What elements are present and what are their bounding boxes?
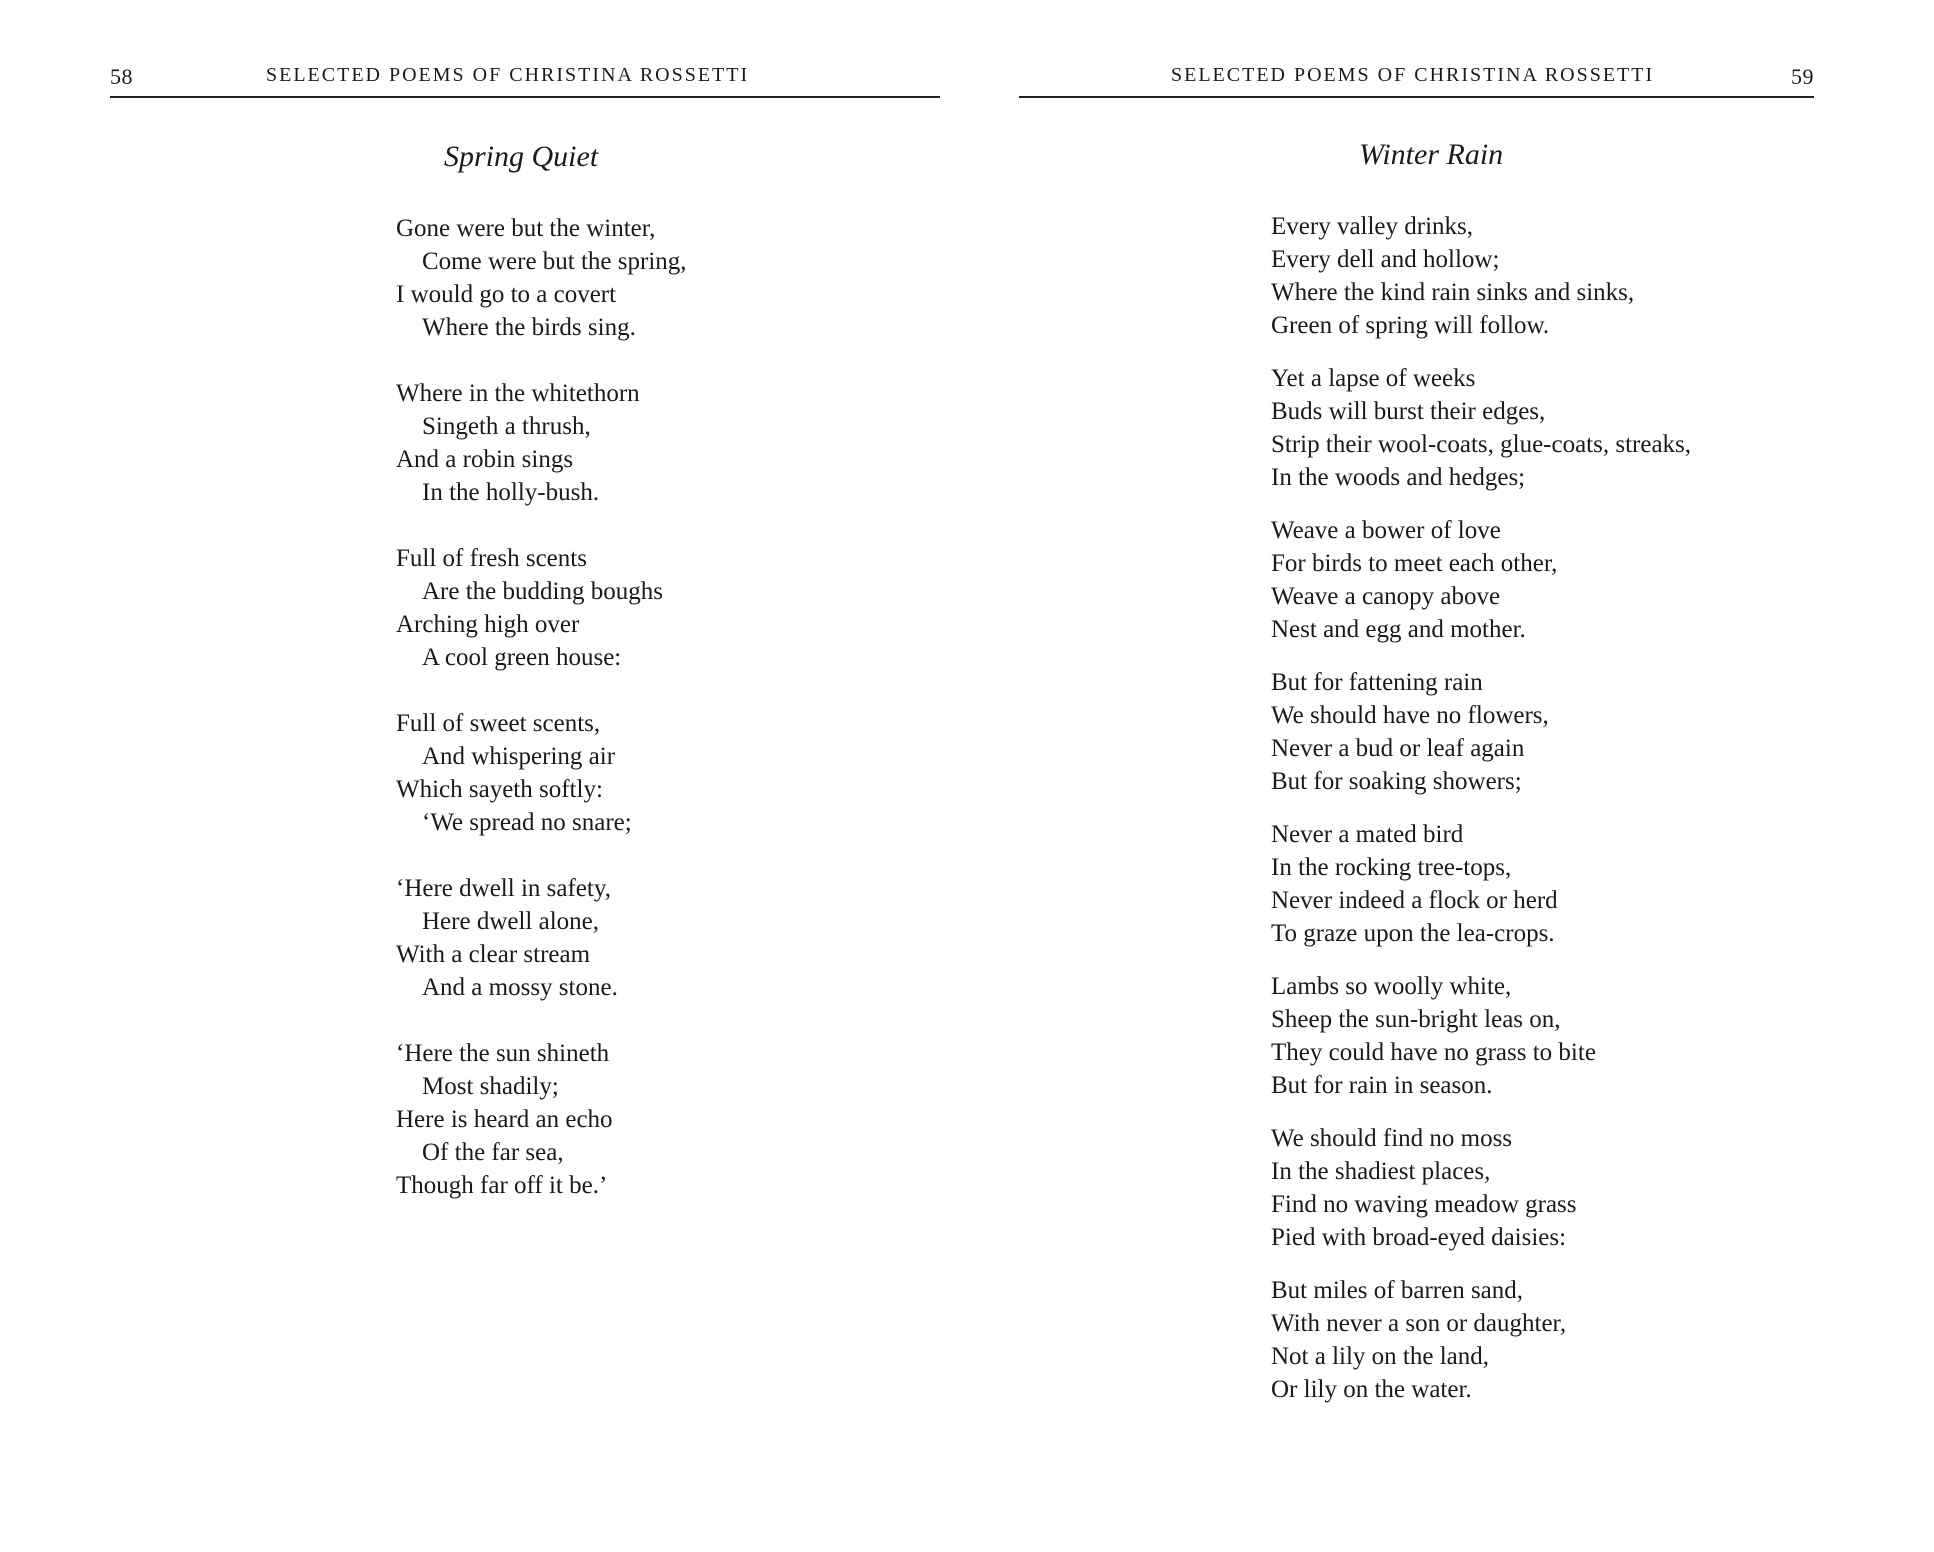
poem-line: With never a son or daughter, [1271, 1310, 1567, 1337]
poem-line: Buds will burst their edges, [1271, 398, 1546, 425]
poem-line: And a robin sings [396, 446, 574, 473]
poem-line: But miles of barren sand, [1271, 1277, 1524, 1304]
stanza [1271, 1122, 1691, 1254]
poem-line: We should have no flowers, [1271, 702, 1549, 729]
poem-line: Never a mated bird [1271, 821, 1464, 848]
poem-line: Which sayeth softly: [396, 776, 603, 803]
poem-line: With a clear stream [396, 941, 591, 968]
stanza [396, 1037, 687, 1202]
poem-line: Gone were but the winter, [396, 215, 656, 242]
poem-line: They could have no grass to bite [1271, 1039, 1596, 1066]
stanza [1271, 514, 1691, 646]
poem-line: Where the kind rain sinks and sinks, [1271, 279, 1635, 306]
poem-line: Full of sweet scents, [396, 710, 601, 737]
poem-line: Here is heard an echo [396, 1106, 613, 1133]
poem-line: ‘Here dwell in safety, [396, 875, 611, 902]
stanza [396, 872, 687, 1004]
poem-line: Never indeed a flock or herd [1271, 887, 1558, 914]
poem-line: Nest and egg and mother. [1271, 616, 1526, 643]
poem-line: But for soaking showers; [1271, 768, 1522, 795]
poem-line: Every dell and hollow; [1271, 246, 1500, 273]
poem-line: Weave a canopy above [1271, 583, 1501, 610]
poem-line: Most shadily; [422, 1073, 559, 1100]
poem-winter-rain [1271, 210, 1691, 1426]
poem-line: In the shadiest places, [1271, 1158, 1491, 1185]
stanza [1271, 362, 1691, 494]
poem-line: Singeth a thrush, [422, 413, 591, 440]
stanza [1271, 210, 1691, 342]
poem-line: Where in the whitethorn [396, 380, 640, 407]
poem-line: We should find no moss [1271, 1125, 1513, 1152]
poem-title-spring-quiet: Spring Quiet [444, 140, 599, 173]
poem-line: ‘We spread no snare; [422, 809, 632, 836]
poem-line: But for fattening rain [1271, 669, 1483, 696]
running-head-title-right: SELECTED POEMS OF CHRISTINA ROSSETTI [1171, 64, 1655, 86]
poem-line: Come were but the spring, [422, 248, 687, 275]
poem-title-winter-rain: Winter Rain [1359, 138, 1504, 171]
page-number-left: 58 [110, 64, 133, 89]
stanza [1271, 666, 1691, 798]
poem-line: Though far off it be.’ [396, 1172, 608, 1199]
poem-line: Yet a lapse of weeks [1271, 365, 1476, 392]
poem-line: Pied with broad-eyed daisies: [1271, 1224, 1567, 1251]
poem-line: Green of spring will follow. [1271, 312, 1550, 339]
poem-line: But for rain in season. [1271, 1072, 1493, 1099]
poem-line: In the rocking tree-tops, [1271, 854, 1512, 881]
poem-line: Are the budding boughs [422, 578, 663, 605]
poem-line: I would go to a covert [396, 281, 617, 308]
poem-line: ‘Here the sun shineth [396, 1040, 610, 1067]
poem-line: And a mossy stone. [422, 974, 618, 1001]
poem-line: A cool green house: [422, 644, 622, 671]
stanza [1271, 1274, 1691, 1406]
poem-line: To graze upon the lea-crops. [1271, 920, 1555, 947]
running-head-left [110, 62, 940, 98]
poem-line: Lambs so woolly white, [1271, 973, 1512, 1000]
stanza [396, 542, 687, 674]
poem-line: Arching high over [396, 611, 580, 638]
poem-line: In the holly-bush. [422, 479, 600, 506]
poem-line: Full of fresh scents [396, 545, 587, 572]
running-head-title-left: SELECTED POEMS OF CHRISTINA ROSSETTI [266, 64, 750, 86]
poem-line: In the woods and hedges; [1271, 464, 1526, 491]
stanza [396, 377, 687, 509]
right-page [967, 0, 1934, 1552]
running-head-right [1019, 62, 1814, 98]
stanza [1271, 970, 1691, 1102]
poem-line: Weave a bower of love [1271, 517, 1501, 544]
poem-line: For birds to meet each other, [1271, 550, 1558, 577]
poem-line: Every valley drinks, [1271, 213, 1474, 240]
poem-line: Not a lily on the land, [1271, 1343, 1490, 1370]
poem-line: And whispering air [422, 743, 616, 770]
poem-line: Where the birds sing. [422, 314, 636, 341]
poem-line: Find no waving meadow grass [1271, 1191, 1577, 1218]
poem-spring-quiet [396, 212, 687, 1235]
poem-line: Or lily on the water. [1271, 1376, 1472, 1403]
stanza [1271, 818, 1691, 950]
poem-line: Of the far sea, [422, 1139, 564, 1166]
page-number-right: 59 [1791, 64, 1814, 89]
stanza [396, 707, 687, 839]
poem-line: Sheep the sun-bright leas on, [1271, 1006, 1561, 1033]
poem-line: Strip their wool-coats, glue-coats, streaks, [1271, 431, 1692, 458]
poem-line: Never a bud or leaf again [1271, 735, 1525, 762]
stanza [396, 212, 687, 344]
poem-line: Here dwell alone, [422, 908, 600, 935]
